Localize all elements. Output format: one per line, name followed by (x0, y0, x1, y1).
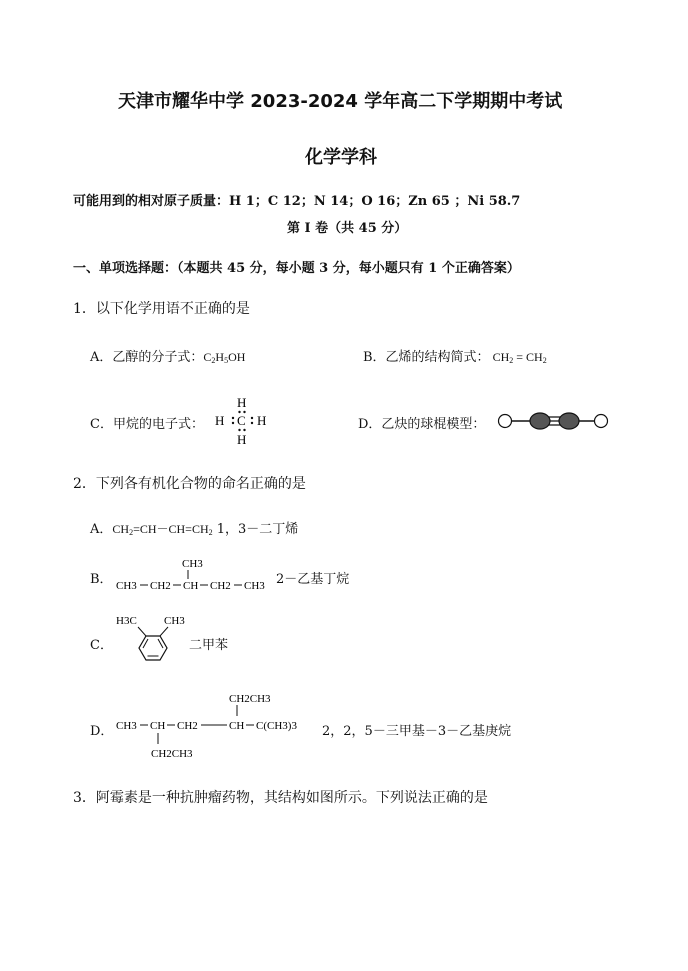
q2-option-a-label: A． (90, 522, 113, 537)
ethylene-formula: $CH_2 = CH_2$ (492, 350, 547, 365)
q2-option-d-name: 2，2，5－三甲基－3－乙基庚烷 (322, 724, 512, 739)
butadiene-formula: $CH_2=CH-CH=CH_2$ (112, 522, 213, 537)
svg-text:C: C (237, 413, 246, 428)
svg-text:CH2: CH2 (150, 580, 171, 592)
q2-option-d-label: D． (90, 724, 114, 739)
svg-text:CH3: CH3 (116, 580, 137, 592)
svg-text:CH: CH (150, 720, 166, 732)
q2-option-b-label: B． (90, 572, 113, 587)
ethanol-formula: $C_2H_5OH$ (203, 350, 246, 365)
svg-text:H: H (215, 413, 225, 428)
section-heading: 一、单项选择题：（本题共 45 分，每小题 3 分，每小题只有 1 个正确答案） (73, 261, 520, 276)
svg-text:CH: CH (183, 580, 199, 592)
svg-text:H: H (237, 395, 247, 410)
question-1-stem: 1．以下化学用语不正确的是 (73, 301, 250, 317)
q1-option-d-label: D．乙炔的球棍模型： (358, 417, 486, 432)
volume-title: 第 I 卷（共 45 分） (287, 221, 408, 236)
q1-option-b-label: B．乙烯的结构简式： (363, 350, 490, 365)
q1-option-c-label: C．甲烷的电子式： (90, 417, 204, 432)
q2-option-b-structure (114, 553, 274, 593)
svg-text:CH2: CH2 (210, 580, 231, 592)
svg-text:H3C: H3C (116, 615, 137, 627)
q2-option-d-structure (116, 686, 316, 766)
q1-option-b (363, 346, 547, 365)
q2-option-c-label: C． (90, 638, 113, 653)
svg-text:CH2: CH2 (177, 720, 198, 732)
q2-option-c-name: 二甲苯 (189, 638, 229, 653)
svg-text:CH2CH3: CH2CH3 (151, 748, 193, 760)
atomic-masses-line: 可能用到的相对原子质量：H 1；C 12；N 14；O 16；Zn 65 ；Ni 58.7 (73, 194, 521, 209)
subject-title: 化学学科 (305, 147, 377, 168)
svg-text:CH3: CH3 (182, 558, 203, 570)
q1-option-a-label: A．乙醇的分子式： (90, 350, 204, 365)
question-3-stem: 3．阿霉素是一种抗肿瘤药物，其结构如图所示。下列说法正确的是 (73, 790, 488, 806)
acetylene-ball-stick-model (497, 408, 611, 434)
methane-electron-dot (212, 394, 272, 448)
svg-text:CH3: CH3 (244, 580, 265, 592)
q2-option-b-name: 2－乙基丁烷 (276, 572, 350, 587)
svg-text:H: H (237, 432, 247, 447)
svg-text:CH2CH3: CH2CH3 (229, 693, 271, 705)
q1-option-a (90, 346, 245, 365)
xylene-structure (114, 612, 190, 668)
svg-text:C(CH3)3: C(CH3)3 (256, 720, 297, 732)
svg-text:CH: CH (229, 720, 245, 732)
q2-option-a: A．$CH_2=CH-CH=CH_2$ 1，3－二丁烯 (90, 522, 299, 537)
exam-title: 天津市耀华中学 2023-2024 学年高二下学期期中考试 (118, 91, 563, 112)
question-2-stem: 2．下列各有机化合物的命名正确的是 (73, 476, 306, 492)
svg-text:CH3: CH3 (164, 615, 185, 627)
svg-text:CH3: CH3 (116, 720, 137, 732)
svg-text:H: H (257, 413, 267, 428)
